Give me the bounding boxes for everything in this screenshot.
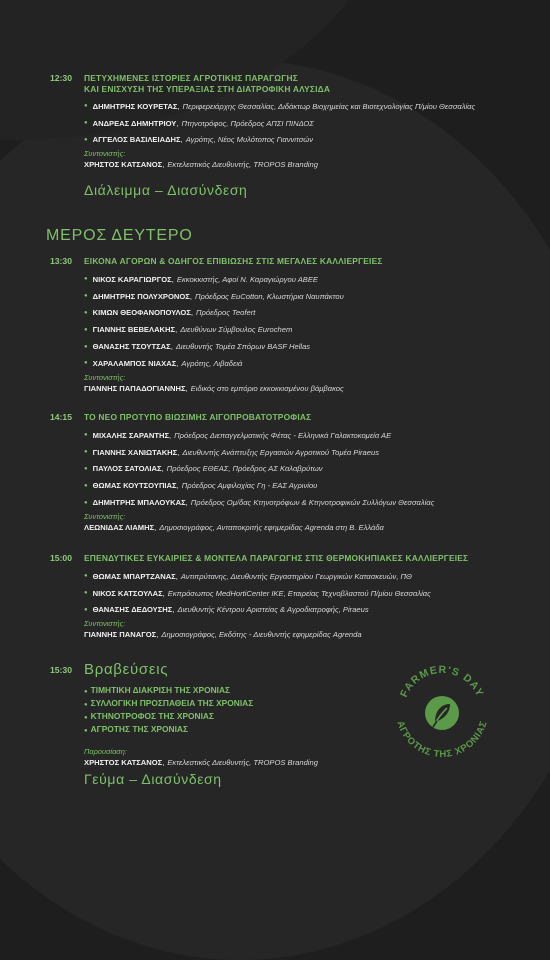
bullet-icon: ● [84, 360, 88, 367]
speaker-name: ΘΩΜΑΣ ΚΟΥΤΣΟΥΠΙΑΣ [92, 481, 177, 491]
moderator: ΛΕΩΝΙΔΑΣ ΛΙΑΜΗΣ, Δημοσιογράφος, Ανταποκριτής εφημερίδας Agrenda στη Β. Ελλάδα [84, 522, 384, 532]
speaker-item: ● ΘΑΝΑΣΗΣ ΔΕΔΟΥΣΗΣ , Διευθυντής Κέντρου Αριστείας & Αγροδιατροφής, Piraeus [84, 605, 369, 615]
speaker-item: ● ΜΙΧΑΛΗΣ ΣΑΡΑΝΤΗΣ , Πρόεδρος Διεπαγγελματικής Φέτας - Ελληνικά Γαλακτοκομεία ΑΕ [84, 430, 392, 440]
moderator: ΓΙΑΝΝΗΣ ΠΑΠΑΔΟΓΙΑΝΝΗΣ, Ειδικός στο εμπόριο εκκοκκισμένου βάμβακος [84, 383, 344, 393]
bullet-icon: ● [84, 276, 88, 283]
speaker-role: Διευθυντής Κέντρου Αριστείας & Αγροδιατροφής, Piraeus [177, 605, 369, 615]
farmers-day-logo [386, 655, 498, 767]
speaker-item: ● ΔΗΜΗΤΡΗΣ ΚΟΥΡΕΤΑΣ , Περιφερειάρχης Θεσσαλίας, Διδάκτωρ Βιοχημείας και Βιοτεχνολογίας Π/μίου Θεσσαλίας [84, 101, 476, 111]
award-list [84, 685, 318, 770]
speaker-name: ΓΙΑΝΝΗΣ ΒΕΒΕΛΑΚΗΣ [92, 325, 176, 335]
bullet-icon: ● [84, 499, 88, 506]
part-two-title: ΜΕΡΟΣ ΔΕΥΤΕΡΟ [46, 227, 193, 244]
moderator-name: ΧΡΗΣΤΟΣ ΚΑΤΣΑΝΟΣ [84, 160, 163, 170]
award-item: ● ΚΤΗΝΟΤΡΟΦΟΣ ΤΗΣ ΧΡΟΝΙΑΣ [84, 711, 215, 721]
session-header [50, 256, 530, 267]
speaker-role: Εκπρόσωπος MedHortiCenter IKE, Εταιρείας Τεχνοβλαστού Π/μίου Θεσσαλίας [167, 588, 431, 598]
bullet-icon: ● [84, 689, 88, 695]
award-item: ● ΤΙΜΗΤΙΚΗ ΔΙΑΚΡΙΣΗ ΤΗΣ ΧΡΟΝΙΑΣ [84, 685, 231, 695]
moderator-name: ΓΙΑΝΝΗΣ ΠΑΠΑΔΟΓΙΑΝΝΗΣ [84, 383, 186, 393]
speaker-role: Διευθύνων Σύμβουλος Eurochem [180, 325, 293, 335]
session-header [50, 73, 530, 94]
speaker-role: Πρόεδρος Ομ/δας Κτηνοτρόφων & Κτηνοτροφικών Συλλόγων Θεσσαλίας [190, 498, 435, 508]
speaker-role: Περιφερειάρχης Θεσσαλίας, Διδάκτωρ Βιοχημείας και Βιοτεχνολογίας Π/μίου Θεσσαλίας [182, 101, 476, 111]
moderator: ΓΙΑΝΝΗΣ ΠΑΝΑΓΟΣ, Δημοσιογράφος, Εκδότης - Διευθυντής εφημερίδας Agrenda [84, 630, 362, 640]
bullet-icon: ● [84, 343, 88, 350]
logo-top-text: FARMER'S DAY [398, 663, 486, 700]
session-title-line: ΠΕΤΥΧΗΜΕΝΕΣ ΙΣΤΟΡΙΕΣ ΑΓΡΟΤΙΚΗΣ ΠΑΡΑΓΩΓΗΣ [84, 73, 298, 83]
session-title [84, 412, 311, 423]
session-1330 [50, 256, 530, 396]
awards-title: Βραβεύσεις [84, 661, 169, 678]
session-time: 14:15 [50, 412, 72, 422]
speaker-item: ● ΝΙΚΟΣ ΚΑΡΑΓΙΩΡΓΟΣ , Εκκοκκιστής, Αφοί Ν. Καραγιώργου ΑΒΕΕ [84, 274, 318, 284]
award-item: ● ΣΥΛΛΟΓΙΚΗ ΠΡΟΣΠΑΘΕΙΑ ΤΗΣ ΧΡΟΝΙΑΣ [84, 698, 254, 708]
speaker-item: ● ΑΓΓΕΛΟΣ ΒΑΣΙΛΕΙΑΔΗΣ , Αγρότης, Νέος Μυλότοπος Γιαννιτσών [84, 135, 314, 145]
speaker-role: Αγρότης, Λιβαδειά [181, 358, 243, 368]
bullet-icon: ● [84, 449, 88, 456]
speaker-item: ● ΔΗΜΗΤΡΗΣ ΠΟΛΥΧΡΟΝΟΣ , Πρόεδρος EuCotton, Κλωστήρια Ναυπάκτου [84, 291, 344, 301]
lunch-break-text: Γεύμα – Διασύνδεση [84, 771, 222, 787]
speaker-role: Πρόεδρος EuCotton, Κλωστήρια Ναυπάκτου [194, 291, 344, 301]
speaker-item: ● ΓΙΑΝΝΗΣ ΒΕΒΕΛΑΚΗΣ , Διευθύνων Σύμβουλος Eurochem [84, 325, 293, 335]
bullet-icon: ● [84, 606, 88, 613]
moderator-label: Συντονιστής: [84, 149, 126, 159]
speaker-name: ΔΗΜΗΤΡΗΣ ΠΟΛΥΧΡΟΝΟΣ [92, 291, 190, 301]
bullet-icon: ● [84, 482, 88, 489]
session-title [84, 73, 330, 94]
speaker-name: ΘΑΝΑΣΗΣ ΤΣΟΥΤΣΑΣ [92, 342, 171, 352]
bullet-icon: ● [84, 103, 88, 110]
speaker-list [84, 98, 530, 148]
award-item: ● ΑΓΡΟΤΗΣ ΤΗΣ ΧΡΟΝΙΑΣ [84, 724, 188, 734]
speaker-name: ΑΓΓΕΛΟΣ ΒΑΣΙΛΕΙΑΔΗΣ [92, 135, 181, 145]
moderator-role: Εκτελεστικός Διευθυντής, TROPOS Branding [167, 160, 318, 170]
speaker-role: Εκκοκκιστής, Αφοί Ν. Καραγιώργου ΑΒΕΕ [176, 274, 318, 284]
bullet-icon: ● [84, 326, 88, 333]
speaker-item: ● ΠΑΥΛΟΣ ΣΑΤΟΛΙΑΣ , Πρόεδρος ΕΘΕΑΣ, Πρόεδρος ΑΣ Καλαβρύτων [84, 464, 323, 474]
speaker-list [84, 271, 530, 372]
speaker-item: ● ΘΑΝΑΣΗΣ ΤΣΟΥΤΣΑΣ , Διευθυντής Τομέα Σπόρων BASF Hellas [84, 342, 311, 352]
speaker-role: Αντιπρύτανης, Διευθυντής Εργαστηρίου Γεωργικών Κατασκευών, ΠΘ [180, 571, 412, 581]
presenter-role: Εκτελεστικός Διευθυντής, TROPOS Branding [167, 758, 318, 767]
speaker-list [84, 427, 530, 511]
moderator-role: Δημοσιογράφος, Ανταποκριτής εφημερίδας Agrenda στη Β. Ελλάδα [159, 522, 384, 532]
session-1415 [50, 412, 530, 535]
speaker-list [84, 568, 530, 618]
speaker-name: ΘΩΜΑΣ ΜΠΑΡΤΖΑΝΑΣ [92, 571, 176, 581]
moderator-label: Συντονιστής: [84, 372, 126, 382]
bullet-icon: ● [84, 293, 88, 300]
speaker-name: ΠΑΥΛΟΣ ΣΑΤΟΛΙΑΣ [92, 464, 162, 474]
bullet-icon: ● [84, 136, 88, 143]
session-time: 15:00 [50, 553, 72, 563]
presenter-name: ΧΡΗΣΤΟΣ ΚΑΤΣΑΝΟΣ [84, 758, 163, 767]
speaker-name: ΜΙΧΑΛΗΣ ΣΑΡΑΝΤΗΣ [92, 430, 170, 440]
session-1500 [50, 553, 530, 642]
session-header [50, 412, 530, 423]
speaker-item: ● ΚΙΜΩΝ ΘΕΟΦΑΝΟΠΟΥΛΟΣ , Πρόεδρος Teofert [84, 308, 256, 318]
moderator-role: Δημοσιογράφος, Εκδότης - Διευθυντής εφημερίδας Agrenda [161, 630, 362, 640]
session-title-line: ΚΑΙ ΕΝΙΣΧΥΣΗ ΤΗΣ ΥΠΕΡΑΞΙΑΣ ΣΤΗ ΔΙΑΤΡΟΦΙΚΗ ΑΛΥΣΙΔΑ [84, 83, 331, 94]
bullet-icon: ● [84, 590, 88, 597]
speaker-name: ΘΑΝΑΣΗΣ ΔΕΔΟΥΣΗΣ [92, 605, 173, 615]
bullet-icon: ● [84, 120, 88, 127]
speaker-role: Διευθυντής Ανάπτυξης Εργασιών Αγροτικού Τομέα Piraeus [182, 447, 380, 457]
speaker-item: ● ΘΩΜΑΣ ΚΟΥΤΣΟΥΠΙΑΣ , Πρόεδρος Αμφιλοχίας Γη - ΕΑΣ Αγρινίου [84, 481, 318, 491]
speaker-role: Πτηνοτρόφος, Πρόεδρος ΑΠΣΙ ΠΙΝΔΟΣ [181, 118, 314, 128]
speaker-name: ΑΝΔΡΕΑΣ ΔΗΜΗΤΡΙΟΥ [92, 118, 177, 128]
speaker-name: ΓΙΑΝΝΗΣ ΧΑΝΙΩΤΑΚΗΣ [92, 447, 178, 457]
bullet-icon: ● [84, 573, 88, 580]
speaker-role: Αγρότης, Νέος Μυλότοπος Γιαννιτσών [185, 135, 314, 145]
moderator: ΧΡΗΣΤΟΣ ΚΑΤΣΑΝΟΣ, Εκτελεστικός Διευθυντής, TROPOS Branding [84, 160, 318, 170]
moderator-label: Συντονιστής: [84, 619, 126, 629]
speaker-name: ΚΙΜΩΝ ΘΕΟΦΑΝΟΠΟΥΛΟΣ [92, 308, 191, 318]
session-1230 [50, 73, 530, 172]
session-title-line: ΤΟ ΝΕΟ ΠΡΟΤΥΠΟ ΒΙΩΣΙΜΗΣ ΑΙΓΟΠΡΟΒΑΤΟΤΡΟΦΙΑΣ [84, 412, 312, 422]
session-title [84, 256, 383, 267]
presenter-label: Παρουσίαση: [84, 747, 127, 756]
moderator-name: ΛΕΩΝΙΔΑΣ ΛΙΑΜΗΣ [84, 522, 155, 532]
session-time: 13:30 [50, 256, 72, 266]
speaker-role: Πρόεδρος Διεπαγγελματικής Φέτας - Ελληνικά Γαλακτοκομεία ΑΕ [174, 430, 392, 440]
speaker-role: Πρόεδρος Αμφιλοχίας Γη - ΕΑΣ Αγρινίου [181, 481, 318, 491]
bullet-icon: ● [84, 715, 88, 721]
session-title-line: ΕΙΚΟΝΑ ΑΓΟΡΩΝ & ΟΔΗΓΟΣ ΕΠΙΒΙΩΣΗΣ ΣΤΙΣ ΜΕΓΑΛΕΣ ΚΑΛΛΙΕΡΓΕΙΕΣ [84, 256, 383, 266]
leaf-icon [425, 696, 459, 730]
speaker-item: ● ΓΙΑΝΝΗΣ ΧΑΝΙΩΤΑΚΗΣ , Διευθυντής Ανάπτυξης Εργασιών Αγροτικού Τομέα Piraeus [84, 447, 380, 457]
moderator-name: ΓΙΑΝΝΗΣ ΠΑΝΑΓΟΣ [84, 630, 157, 640]
bullet-icon: ● [84, 702, 88, 708]
bullet-icon: ● [84, 465, 88, 472]
speaker-name: ΧΑΡΑΛΑΜΠΟΣ ΝΙΑΧΑΣ [92, 358, 177, 368]
moderator-role: Ειδικός στο εμπόριο εκκοκκισμένου βάμβακος [190, 383, 344, 393]
speaker-role: Πρόεδρος ΕΘΕΑΣ, Πρόεδρος ΑΣ Καλαβρύτων [166, 464, 323, 474]
bullet-icon: ● [84, 728, 88, 734]
session-time: 12:30 [50, 73, 72, 83]
speaker-role: Πρόεδρος Teofert [196, 308, 256, 318]
moderator-label: Συντονιστής: [84, 511, 126, 521]
speaker-item: ● ΔΗΜΗΤΡΗΣ ΜΠΑΛΟΥΚΑΣ , Πρόεδρος Ομ/δας Κτηνοτρόφων & Κτηνοτροφικών Συλλόγων Θεσσαλίας [84, 498, 435, 508]
session-title-line: ΕΠΕΝΔΥΤΙΚΕΣ ΕΥΚΑΙΡΙΕΣ & ΜΟΝΤΕΛΑ ΠΑΡΑΓΩΓΗΣ ΣΤΙΣ ΘΕΡΜΟΚΗΠΙΑΚΕΣ ΚΑΛΛΙΕΡΓΕΙΕΣ [84, 553, 469, 563]
awards-time: 15:30 [50, 665, 72, 675]
speaker-item: ● ΑΝΔΡΕΑΣ ΔΗΜΗΤΡΙΟΥ , Πτηνοτρόφος, Πρόεδρος ΑΠΣΙ ΠΙΝΔΟΣ [84, 118, 314, 128]
bullet-icon: ● [84, 309, 88, 316]
break-text: Διάλειμμα – Διασύνδεση [84, 182, 248, 198]
session-header [50, 553, 530, 564]
speaker-name: ΔΗΜΗΤΡΗΣ ΜΠΑΛΟΥΚΑΣ [92, 498, 186, 508]
speaker-item: ● ΝΙΚΟΣ ΚΑΤΣΟΥΛΑΣ , Εκπρόσωπος MedHortiCenter IKE, Εταιρείας Τεχνοβλαστού Π/μίου Θεσσαλίας [84, 588, 431, 598]
session-title [84, 553, 468, 564]
speaker-item: ● ΧΑΡΑΛΑΜΠΟΣ ΝΙΑΧΑΣ , Αγρότης, Λιβαδειά [84, 358, 243, 368]
speaker-item: ● ΘΩΜΑΣ ΜΠΑΡΤΖΑΝΑΣ , Αντιπρύτανης, Διευθυντής Εργαστηρίου Γεωργικών Κατασκευών, ΠΘ [84, 571, 412, 581]
speaker-name: ΝΙΚΟΣ ΚΑΡΑΓΙΩΡΓΟΣ [92, 274, 172, 284]
bullet-icon: ● [84, 432, 88, 439]
presenter: ΧΡΗΣΤΟΣ ΚΑΤΣΑΝΟΣ, Εκτελεστικός Διευθυντής, TROPOS Branding [84, 758, 318, 767]
speaker-name: ΝΙΚΟΣ ΚΑΤΣΟΥΛΑΣ [92, 588, 163, 598]
speaker-name: ΔΗΜΗΤΡΗΣ ΚΟΥΡΕΤΑΣ [92, 101, 178, 111]
logo-bottom-text: ΑΓΡΟΤΗΣ ΤΗΣ ΧΡΟΝΙΑΣ [394, 719, 490, 761]
speaker-role: Διευθυντής Τομέα Σπόρων BASF Hellas [175, 342, 311, 352]
